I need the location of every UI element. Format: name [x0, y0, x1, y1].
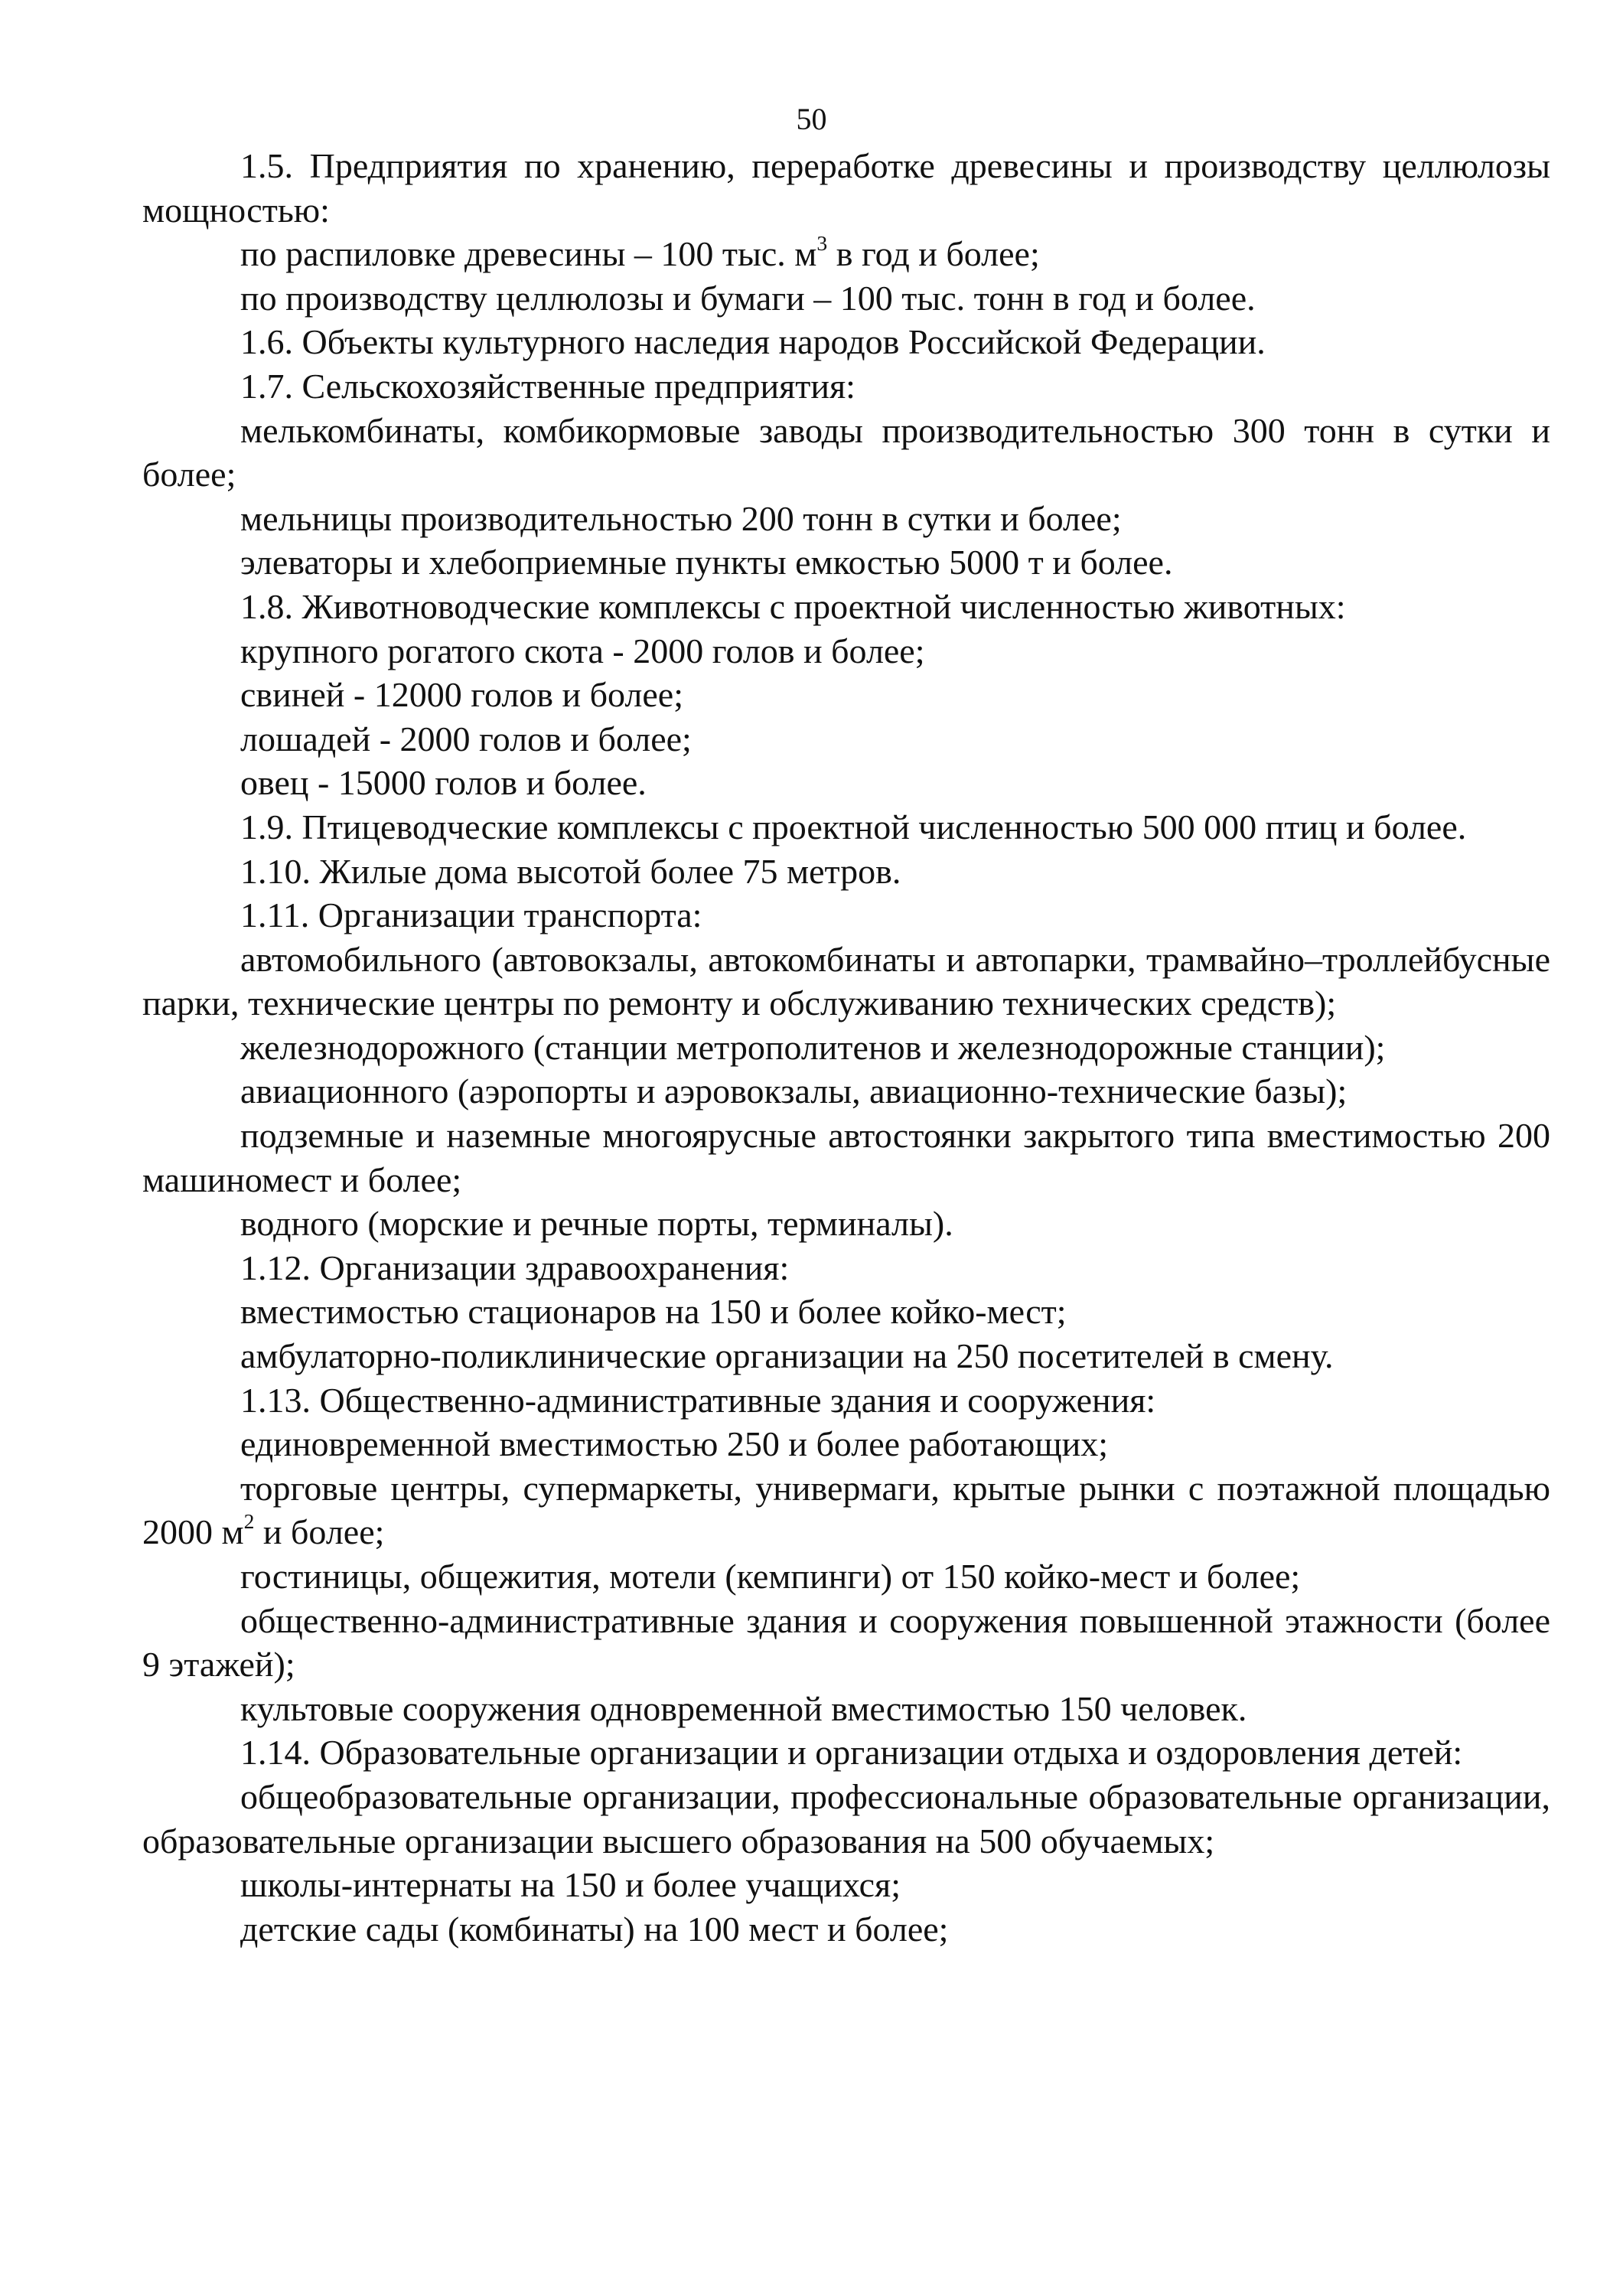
paragraph: водного (морские и речные порты, терминалы).	[240, 1204, 953, 1244]
paragraph: авиационного (аэропорты и аэровокзалы, авиационно-технические базы);	[240, 1071, 1348, 1111]
paragraph: мелькомбинаты, комбикормовые заводы производительностью 300 тонн в сутки и более;	[142, 410, 1550, 494]
paragraph: 1.8. Животноводческие комплексы с проектной численностью животных:	[240, 586, 1346, 626]
paragraph: единовременной вместимостью 250 и более работающих;	[240, 1424, 1109, 1464]
paragraph: 1.5. Предприятия по хранению, переработке древесины и производству целлюлозы мощностью:	[142, 146, 1550, 230]
paragraph: 1.7. Сельскохозяйственные предприятия:	[240, 366, 855, 406]
paragraph-text: и более;	[254, 1512, 385, 1552]
document-body	[142, 144, 1550, 1951]
paragraph-text: в год и более;	[827, 234, 1040, 274]
paragraph: 1.6. Объекты культурного наследия народов Российской Федерации.	[240, 322, 1266, 362]
paragraph: подземные и наземные многоярусные автостоянки закрытого типа вместимостью 200 машиномест и более;	[142, 1116, 1550, 1199]
paragraph: общеобразовательные организации, профессиональные образовательные организации, образовательные организации высшего образования на 500 обучаемых;	[142, 1776, 1550, 1861]
paragraph: 1.14. Образовательные организации и организации отдыха и оздоровления детей:	[240, 1733, 1463, 1773]
paragraph: 1.10. Жилые дома высотой более 75 метров.	[240, 851, 901, 891]
paragraph: гостиницы, общежития, мотели (кемпинги) от 150 койко-мест и более;	[240, 1557, 1301, 1596]
paragraph: вместимостью стационаров на 150 и более койко-мест;	[240, 1292, 1067, 1332]
paragraph: 1.9. Птицеводческие комплексы с проектной численностью 500 000 птиц и более.	[240, 807, 1467, 846]
paragraph: мельницы производительностью 200 тонн в сутки и более;	[240, 498, 1122, 538]
paragraph: школы-интернаты на 150 и более учащихся;	[240, 1865, 901, 1905]
paragraph	[142, 1466, 1550, 1554]
paragraph: общественно-административные здания и сооружения повышенной этажности (более 9 этажей);	[142, 1600, 1550, 1684]
paragraph: 1.11. Организации транспорта:	[240, 895, 702, 935]
paragraph	[142, 232, 1550, 276]
paragraph: железнодорожного (станции метрополитенов и железнодорожные станции);	[240, 1027, 1386, 1067]
paragraph: по производству целлюлозы и бумаги – 100 тыс. тонн в год и более.	[240, 278, 1256, 318]
paragraph: овец - 15000 голов и более.	[240, 763, 647, 803]
paragraph: 1.12. Организации здравоохранения:	[240, 1247, 790, 1287]
paragraph: лошадей - 2000 голов и более;	[240, 719, 692, 758]
paragraph: автомобильного (автовокзалы, автокомбинаты и автопарки, трамвайно–троллейбусные парки, технические центры по ремонту и обслуживанию технических средств);	[142, 939, 1550, 1023]
paragraph: элеваторы и хлебоприемные пункты емкостью 5000 т и более.	[240, 543, 1173, 582]
paragraph: культовые сооружения одновременной вместимостью 150 человек.	[240, 1688, 1247, 1728]
paragraph-text: торговые центры, супермаркеты, универмаги, крытые рынки с поэтажной площадью 2000 м	[142, 1468, 1550, 1552]
superscript: 2	[243, 1508, 255, 1533]
paragraph-text: по распиловке древесины – 100 тыс. м	[240, 234, 817, 274]
superscript: 3	[816, 230, 828, 255]
paragraph: 1.13. Общественно-административные здания и сооружения:	[240, 1380, 1156, 1420]
paragraph: свиней - 12000 голов и более;	[240, 675, 683, 715]
paragraph: детские сады (комбинаты) на 100 мест и более;	[240, 1909, 949, 1949]
paragraph: крупного рогатого скота - 2000 голов и более;	[240, 631, 925, 670]
page-number: 50	[796, 102, 827, 136]
paragraph: амбулаторно-поликлинические организации на 250 посетителей в смену.	[240, 1336, 1334, 1376]
